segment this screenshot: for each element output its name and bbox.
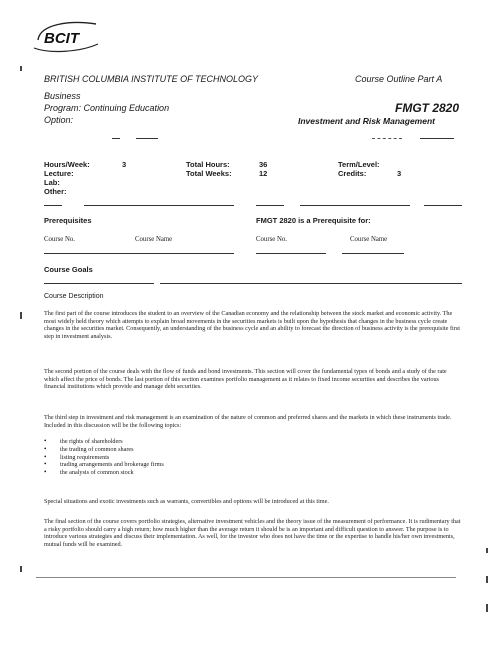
bcit-logo	[30, 18, 102, 56]
term-level-label: Term/Level:	[338, 160, 380, 169]
divider	[420, 138, 454, 139]
total-weeks-label: Total Weeks:	[186, 169, 232, 178]
divider	[44, 205, 62, 206]
divider	[372, 138, 402, 139]
course-no-header: Course No.	[256, 236, 287, 243]
institute-name: BRITISH COLUMBIA INSTITUTE OF TECHNOLOGY	[44, 74, 259, 84]
outline-label: Course Outline Part A	[355, 74, 443, 84]
program-name: Program: Continuing Education	[44, 103, 170, 113]
logo-lettering: BCIT	[44, 30, 79, 47]
divider	[44, 283, 154, 284]
hours-week-label: Hours/Week:	[44, 160, 90, 169]
course-title: Investment and Risk Management	[298, 116, 435, 126]
divider	[256, 253, 326, 254]
lab-label: Lab:	[44, 178, 60, 187]
other-label: Other:	[44, 187, 67, 196]
description-paragraph: Special situations and exotic investments such as warrants, convertibles and options will be introduced at this time.	[44, 498, 329, 505]
divider	[300, 205, 410, 206]
course-name-header: Course Name	[135, 236, 173, 243]
prerequisites-label: Prerequisites	[44, 216, 92, 225]
course-code: FMGT 2820	[395, 101, 460, 115]
topics-list	[44, 438, 164, 477]
course-description-heading: Course Description	[44, 293, 104, 300]
school-name: Business	[44, 91, 81, 101]
list-item: • listing requirements	[44, 454, 164, 462]
total-weeks-value: 12	[259, 169, 268, 178]
margin-mark	[20, 66, 22, 71]
divider	[136, 138, 158, 139]
hours-week-value: 3	[122, 160, 127, 169]
margin-mark	[20, 566, 22, 572]
divider	[112, 138, 120, 139]
description-paragraph: The final section of the course covers portfolio strategies, alternative investment vehicles and the theory issue of the measurement of performance. It is rudimentary that a risky portfolio should carry a high return; how much higher than the average return it should be is an important and difficult question to answer. The purpose is to introduce various strategies and discuss their implementation. As well, for the investor who does not have the time or the expertise to handle his/her own investments, mutual funds will be examined.	[44, 518, 461, 548]
divider	[342, 253, 404, 254]
list-item: • the analysis of common stock	[44, 469, 164, 477]
divider	[424, 205, 462, 206]
lecture-label: Lecture:	[44, 169, 74, 178]
option-label: Option:	[44, 115, 74, 125]
divider	[160, 283, 462, 284]
course-goals-heading: Course Goals	[44, 265, 93, 274]
course-no-header: Course No.	[44, 236, 75, 243]
description-paragraph: The first part of the course introduces the student to an overview of the Canadian economy and the relationship between the stock market and economic activity. The most widely held theory which attempts to explain broad movements in the securities markets is built upon the hypothesis that changes in the business cycle create changes in the securities market. Consequently, an understanding of the business cycle and an ability to forecast the direction of business activity is the prerequisite first step in investment analysis.	[44, 310, 460, 340]
total-hours-value: 36	[259, 160, 268, 169]
list-item: • the trading of common shares	[44, 446, 164, 454]
divider	[256, 205, 284, 206]
margin-mark	[486, 576, 488, 583]
margin-mark	[20, 312, 22, 319]
total-hours-label: Total Hours:	[186, 160, 230, 169]
credits-label: Credits:	[338, 169, 367, 178]
margin-mark	[486, 548, 488, 553]
list-item: • trading arrangements and brokerage firms	[44, 461, 164, 469]
divider	[44, 253, 234, 254]
description-paragraph: The third step in investment and risk management is an examination of the nature of common and preferred shares and the markets in which these instruments trade. Included in this discussion will be the following topics:	[44, 414, 452, 429]
prerequisite-for-label: FMGT 2820 is a Prerequisite for:	[256, 216, 371, 225]
footer-divider	[36, 577, 456, 578]
credits-value: 3	[397, 169, 402, 178]
course-name-header: Course Name	[350, 236, 388, 243]
list-item: • the rights of shareholders	[44, 438, 164, 446]
divider	[84, 205, 234, 206]
description-paragraph: The second portion of the course deals with the flow of funds and bond investments. This section will cover the fundamental types of bonds and a study of the rate which affect the price of bonds. The last portion of this section examines portfolio management as it relates to fixed income securities and describes the various financial institutions which provide and manage debt securities.	[44, 368, 447, 391]
margin-mark	[486, 604, 488, 612]
